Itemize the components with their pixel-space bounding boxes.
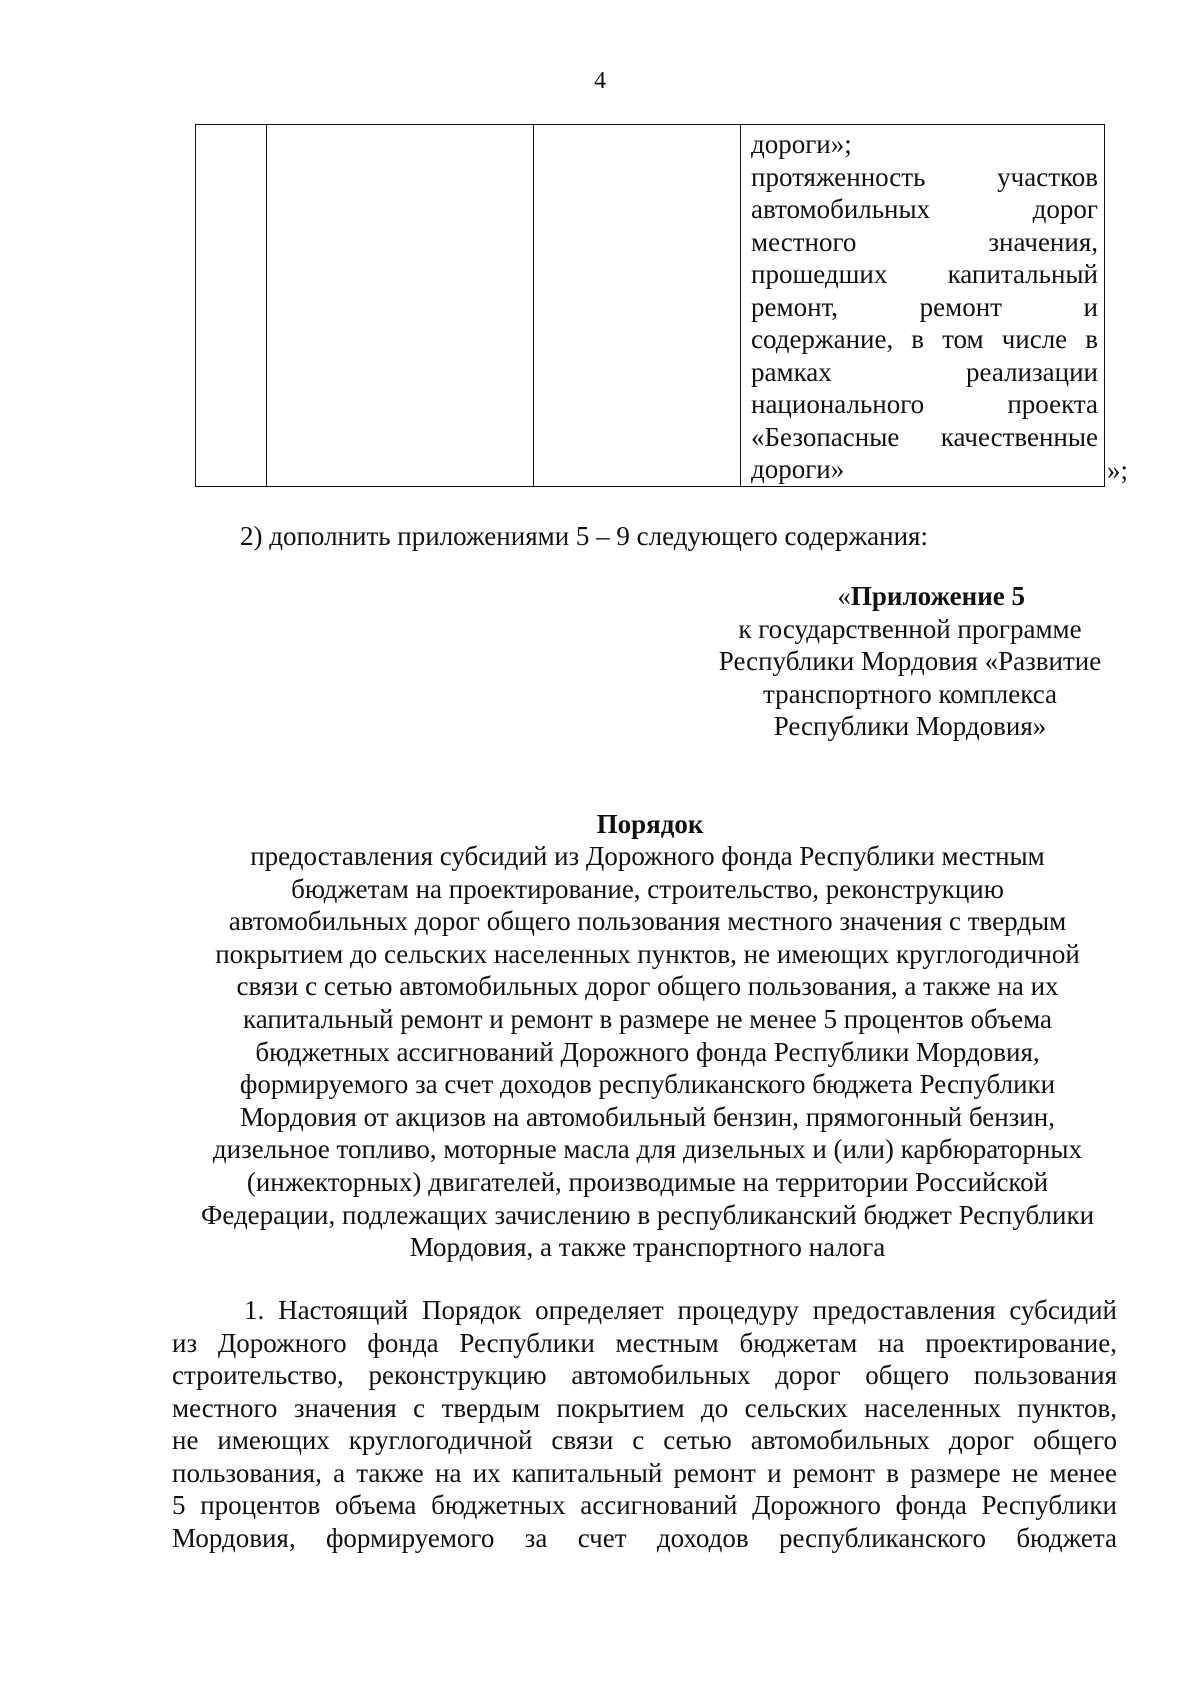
table-line: автомобильных дорог	[751, 194, 1098, 224]
table-line: местного значения,	[751, 226, 1098, 257]
table-line: «Безопасные качественные	[751, 421, 1098, 452]
subtitle-line: Мордовия от акцизов на автомобильный бензин, прямогонный бензин,	[240, 1101, 1055, 1132]
appendix-title-line	[680, 580, 1140, 613]
paragraph-line: 1. Настоящий Порядок определяет процедуру предоставления субсидий	[244, 1295, 1117, 1325]
continued-table	[195, 124, 1105, 487]
table-line: протяженность участков	[751, 161, 1098, 192]
paragraph-line: местного значения с твердым покрытием до сельских населенных пунктов,	[172, 1392, 1117, 1423]
table-line: ремонт, ремонт и	[751, 291, 1098, 322]
appendix-header	[680, 580, 1140, 743]
subtitle-line: дизельное топливо, моторные масла для дизельных и (или) карбюраторных	[212, 1134, 1083, 1165]
table-cell-1	[196, 125, 267, 487]
table-line: дороги»;	[751, 129, 852, 159]
appendix-line: Республики Мордовия»	[773, 711, 1047, 741]
table-line: национального проекта	[751, 389, 1098, 419]
table-line: прошедших капитальный	[751, 259, 1098, 289]
subtitle-line: Федерации, подлежащих зачислению в республиканский бюджет Республики	[200, 1199, 1095, 1230]
table-cell-2	[267, 125, 534, 487]
table-closing-mark: »;	[1107, 455, 1129, 485]
appendix-open-quote: «	[837, 581, 851, 611]
paragraph-line: 5 процентов объема бюджетных ассигнований Дорожного фонда Республики	[172, 1490, 1117, 1520]
paragraph-line: из Дорожного фонда Республики местным бюджетам на проектирование,	[172, 1327, 1117, 1358]
intro-paragraph: 2) дополнить приложениями 5 – 9 следующего содержания:	[240, 521, 928, 551]
subtitle-line: покрытием до сельских населенных пунктов, не имеющих круглогодичной	[215, 938, 1080, 969]
subtitle-line: предоставления субсидий из Дорожного фонда Республики местным	[250, 841, 1045, 871]
table-line: дороги»	[751, 454, 845, 484]
appendix-line: Республики Мордовия «Развитие	[718, 646, 1102, 676]
paragraph-line: пользования, а также на их капитальный ремонт и ремонт в размере не менее	[172, 1457, 1117, 1488]
table-row	[196, 125, 1105, 487]
paragraph-line: не имеющих круглогодичной связи с сетью автомобильных дорог общего	[172, 1425, 1117, 1455]
paragraph-1	[172, 1294, 1117, 1554]
subtitle-line: бюджетам на проектирование, строительство, реконструкцию	[291, 873, 1004, 904]
appendix-line: к государственной программе	[738, 613, 1082, 644]
page-number: 4	[594, 68, 606, 94]
subtitle-line: бюджетных ассигнований Дорожного фонда Республики Мордовия,	[255, 1036, 1040, 1067]
indicator-text	[741, 125, 1104, 486]
table-cell-3	[534, 125, 741, 487]
table-cell-indicators	[741, 125, 1105, 487]
paragraph-line: Мордовия, формируемого за счет доходов республиканского бюджета	[172, 1522, 1117, 1553]
subtitle-line: (инжекторных) двигателей, производимые на территории Российской	[246, 1166, 1049, 1197]
subtitle-line: Мордовия, а также транспортного налога	[409, 1232, 886, 1263]
table-line: содержание, в том числе в	[751, 324, 1098, 354]
subtitle-line: связи с сетью автомобильных дорог общего пользования, а также на их	[236, 971, 1059, 1002]
appendix-line: транспортного комплекса	[762, 678, 1057, 709]
order-subtitle	[160, 840, 1135, 1264]
table-line: рамках реализации	[751, 356, 1098, 387]
subtitle-line: формируемого за счет доходов республиканского бюджета Республики	[239, 1069, 1056, 1100]
subtitle-line: капитальный ремонт и ремонт в размере не менее 5 процентов объема	[243, 1003, 1052, 1034]
appendix-title: Приложение 5	[850, 581, 1025, 611]
subtitle-line: автомобильных дорог общего пользования местного значения с твердым	[228, 906, 1067, 937]
paragraph-line: строительство, реконструкцию автомобильных дорог общего пользования	[172, 1360, 1117, 1390]
order-title: Порядок	[596, 809, 704, 839]
